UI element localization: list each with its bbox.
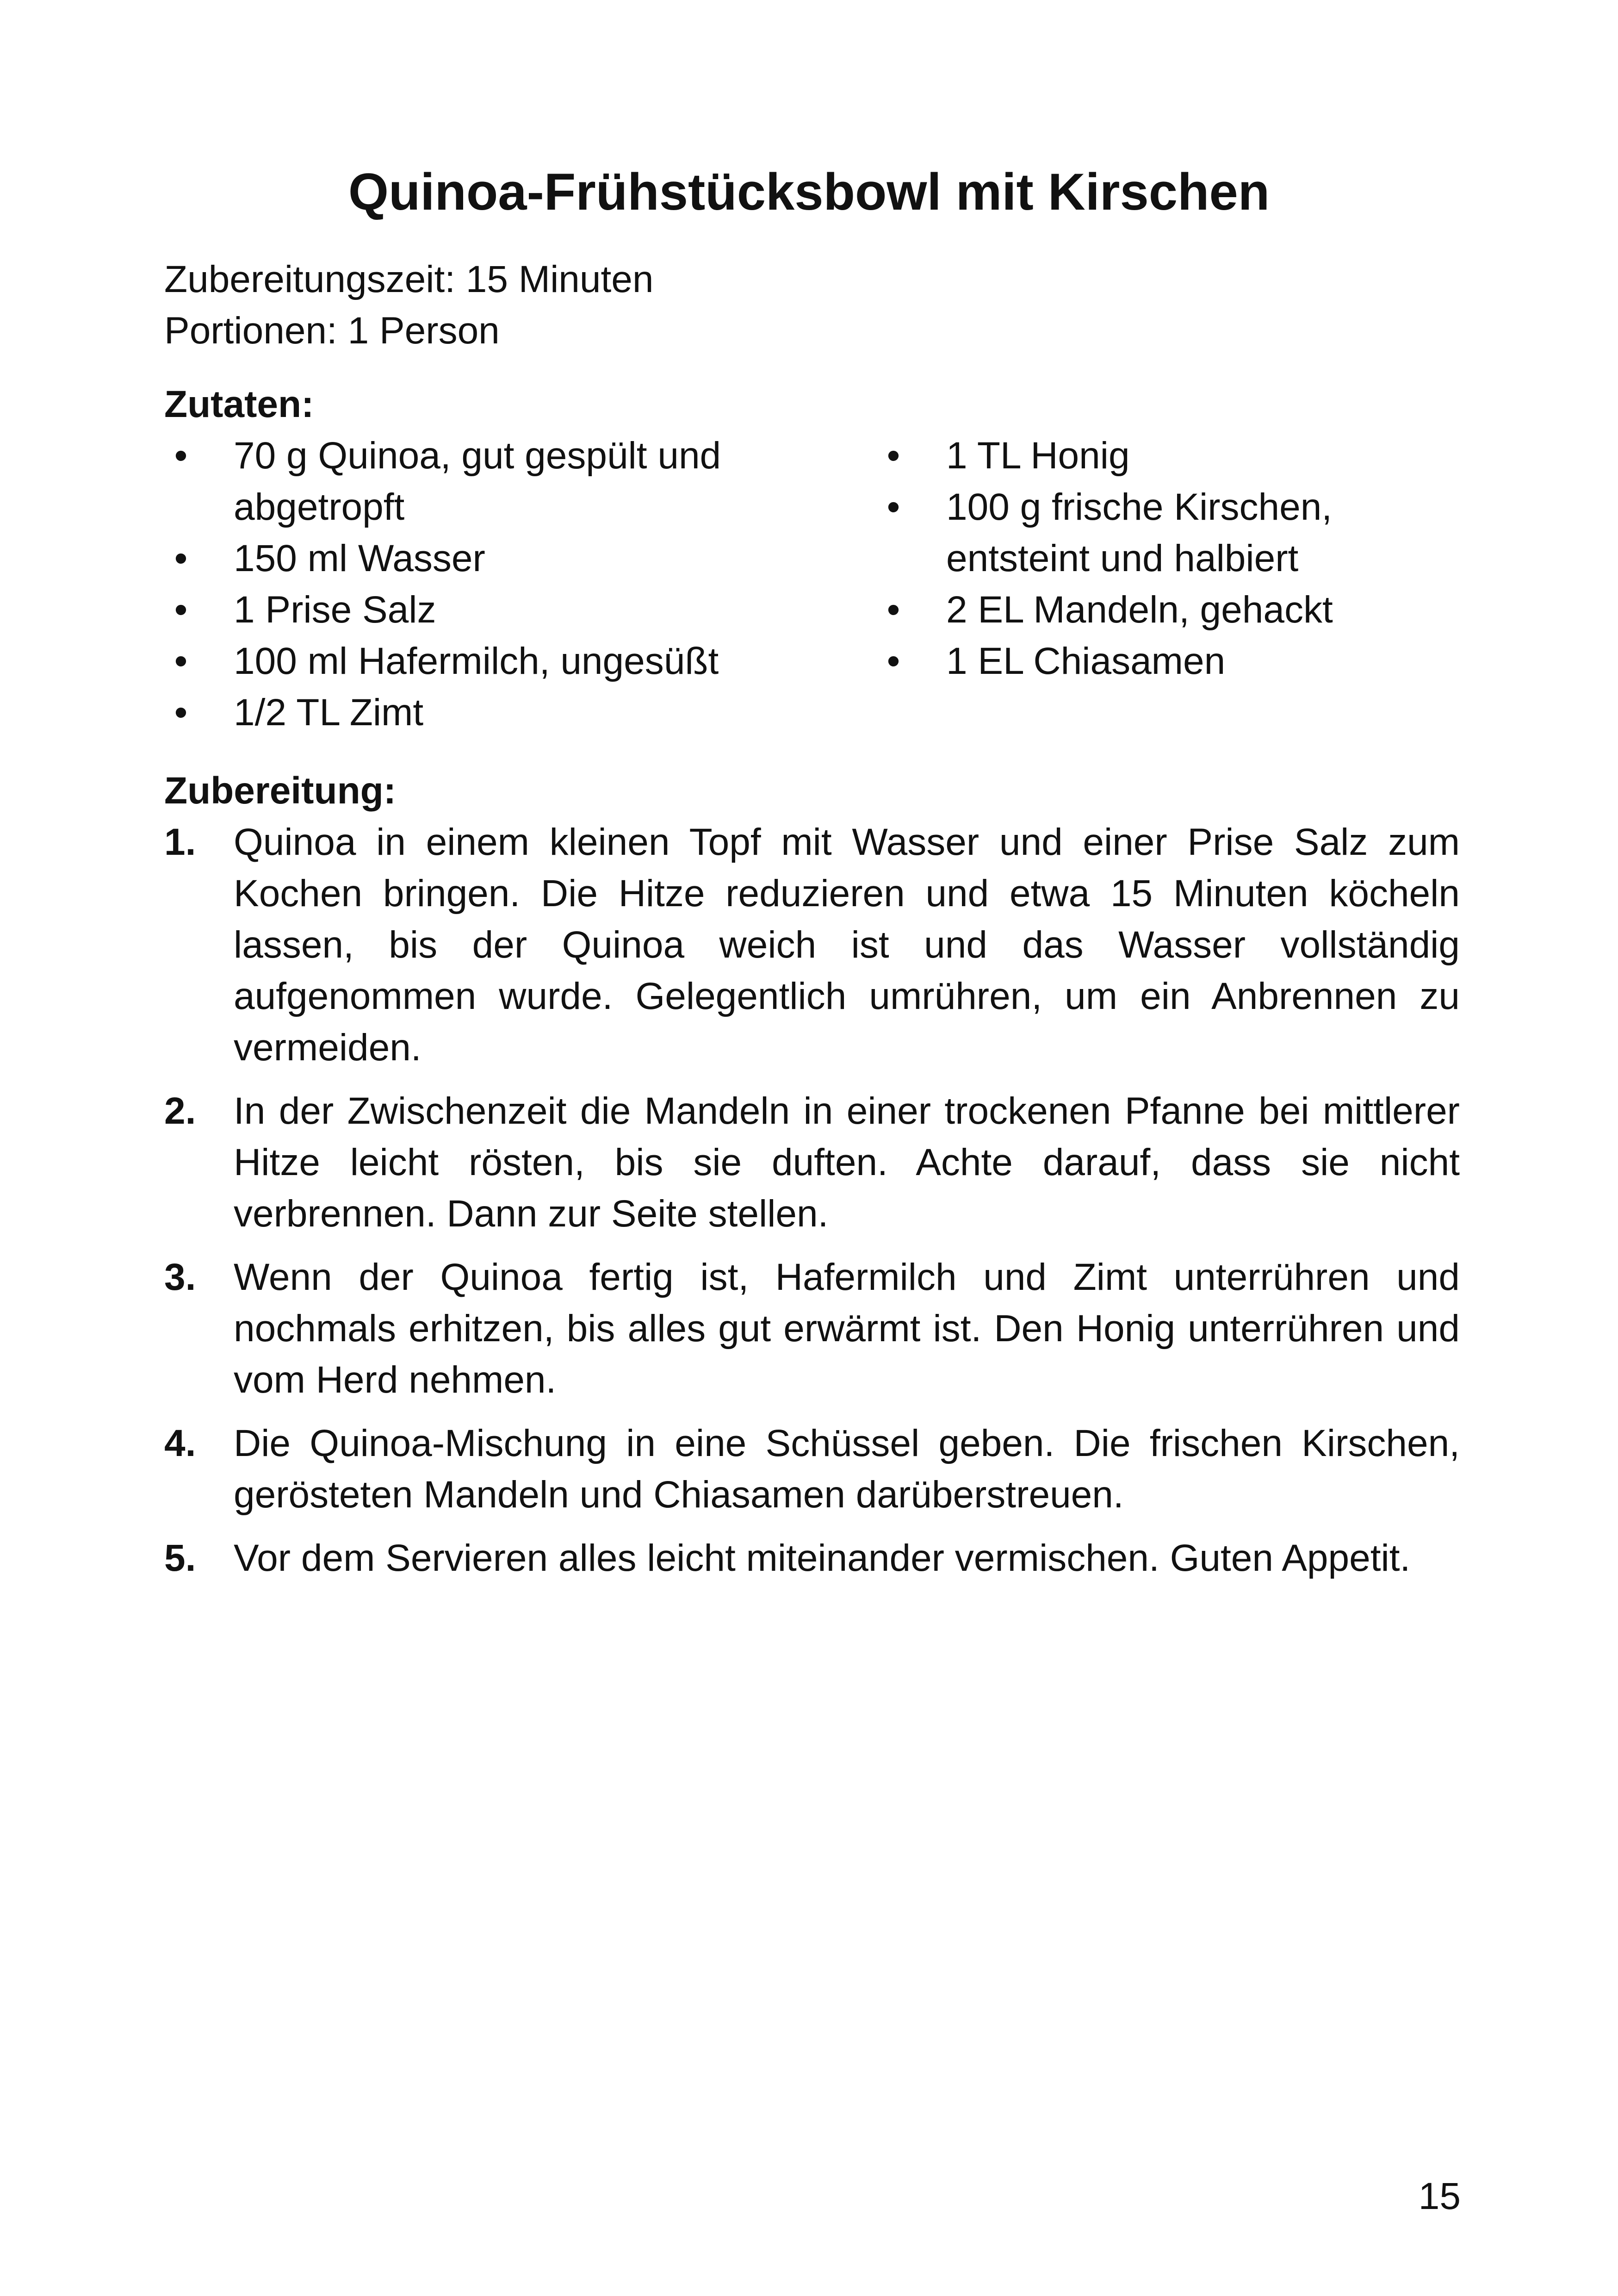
ingredient-item	[164, 687, 766, 738]
bullet-icon: •	[174, 640, 188, 682]
ingredient-text: 1/2 TL Zimt	[234, 691, 424, 734]
step-text: In der Zwischenzeit die Mandeln in einer trockenen Pfanne bei mittlerer Hitze leicht rösten, bis sie duften. Achte darauf, dass sie nicht verbrennen. Dann zur Seite stellen.	[234, 1090, 1460, 1235]
bullet-icon: •	[886, 486, 900, 528]
ingredients-heading: Zutaten:	[164, 383, 314, 425]
bullet-icon: •	[174, 537, 188, 579]
ingredient-text: 1 TL Honig	[946, 435, 1130, 477]
ingredient-item	[164, 533, 766, 584]
ingredient-item	[877, 430, 1455, 481]
ingredient-item	[877, 635, 1455, 687]
step-number: 3.	[164, 1256, 196, 1298]
step-item	[164, 1085, 1460, 1239]
ingredient-item	[877, 584, 1455, 635]
preparation-steps	[164, 816, 1460, 1596]
bullet-icon: •	[174, 589, 188, 631]
servings: Portionen: 1 Person	[164, 310, 500, 352]
ingredient-text: 1 EL Chiasamen	[946, 640, 1226, 682]
ingredient-text: 2 EL Mandeln, gehackt	[946, 589, 1333, 631]
ingredient-item	[164, 430, 766, 533]
ingredient-text: 100 g frische Kirschen, entsteint und halbiert	[946, 486, 1333, 579]
ingredient-text: 100 ml Hafermilch, ungesüßt	[234, 640, 719, 682]
ingredients-list-left	[164, 430, 766, 738]
recipe-meta	[164, 254, 654, 356]
step-text: Vor dem Servieren alles leicht miteinander vermischen. Guten Appetit.	[234, 1537, 1411, 1579]
step-text: Die Quinoa-Mischung in eine Schüssel geben. Die frischen Kirschen, gerösteten Mandeln und Chiasamen darüberstreuen.	[234, 1422, 1460, 1516]
ingredients-list-right	[877, 430, 1455, 687]
page-number: 15	[1418, 2175, 1461, 2217]
ingredient-text: 70 g Quinoa, gut gespült und abgetropft	[234, 435, 721, 528]
step-number: 5.	[164, 1537, 196, 1579]
bullet-icon: •	[886, 640, 900, 682]
ingredient-text: 150 ml Wasser	[234, 537, 485, 579]
bullet-icon: •	[174, 691, 188, 734]
step-text: Wenn der Quinoa fertig ist, Hafermilch und Zimt unterrühren und nochmals erhitzen, bis alles gut erwärmt ist. Den Honig unterrühren und vom Herd nehmen.	[234, 1256, 1460, 1401]
bullet-icon: •	[174, 435, 188, 477]
step-item	[164, 816, 1460, 1073]
recipe-title: Quinoa-Frühstücksbowl mit Kirschen	[348, 163, 1270, 221]
step-item	[164, 1251, 1460, 1406]
ingredient-item	[164, 584, 766, 635]
bullet-icon: •	[886, 435, 900, 477]
preparation-heading: Zubereitung:	[164, 770, 397, 812]
step-number: 4.	[164, 1422, 196, 1464]
ingredient-item	[164, 635, 766, 687]
ingredient-item	[877, 481, 1455, 584]
bullet-icon: •	[886, 589, 900, 631]
step-number: 2.	[164, 1090, 196, 1132]
step-text: Quinoa in einem kleinen Topf mit Wasser und einer Prise Salz zum Kochen bringen. Die Hitze reduzieren und etwa 15 Minuten köcheln lassen, bis der Quinoa weich ist und das Wasser vollständig aufgenommen wurde. Gelegentlich umrühren, um ein Anbrennen zu vermeiden.	[234, 821, 1460, 1069]
prep-time: Zubereitungszeit: 15 Minuten	[164, 258, 654, 300]
ingredient-text: 1 Prise Salz	[234, 589, 436, 631]
step-item	[164, 1532, 1460, 1584]
step-item	[164, 1418, 1460, 1520]
step-number: 1.	[164, 821, 196, 863]
